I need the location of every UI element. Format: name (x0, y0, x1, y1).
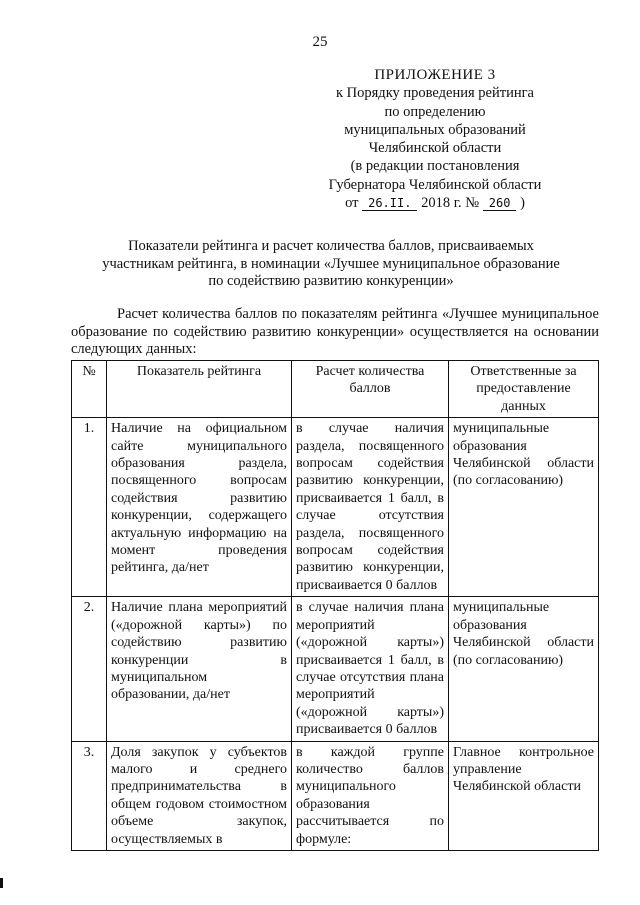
table-header-row (72, 361, 599, 418)
appendix-line: (в редакции постановления (350, 158, 520, 175)
header-indicator: Показатель рейтинга (107, 361, 292, 418)
appendix-date-line (300, 194, 570, 212)
table-row (72, 741, 599, 850)
row-indicator: Наличие плана мероприятий («дорожной карты») по содействию развитию конкуренции в муниципальном образовании, да/нет (107, 597, 292, 741)
appendix-line: к Порядку проведения рейтинга (336, 85, 534, 102)
intro-text: Расчет количества баллов по показателям рейтинга «Лучшее муниципальное образование по содействию развитию конкуренции» осуществляется на основании следующих данных: (71, 306, 599, 357)
page-number: 25 (312, 34, 328, 50)
row-number: 2. (72, 597, 107, 741)
appendix-line: по определению (384, 103, 486, 120)
row-number: 3. (72, 741, 107, 850)
row-scoring: в каждой группе количество баллов муниципального образования рассчитывается по формуле: (292, 741, 449, 850)
row-responsible: муниципальные образования Челябинской области (по согласованию) (449, 418, 599, 597)
section-heading: Показатели рейтинга и расчет количества баллов, присваиваемых участникам рейтинга, в номинации «Лучшее муниципальное образование по содействию развитию конкуренции» (102, 238, 560, 289)
header-responsible: Ответственные за предоставление данных (449, 361, 599, 418)
date-value: 26.II. (362, 196, 417, 211)
row-number: 1. (72, 418, 107, 597)
header-scoring: Расчет количества баллов (292, 361, 449, 418)
date-prefix: от (345, 195, 359, 212)
closing-paren: ) (520, 195, 525, 212)
appendix-line: Губернатора Челябинской области (328, 176, 542, 193)
date-year: 2018 г. № (421, 195, 480, 212)
row-scoring: в случае наличия раздела, посвященного вопросам содействия развитию конкуренции, присваивается 1 балл, в случае отсутствия раздела, посвященного вопросам содействия развитию конкуренции, присваивается 0 баллов (292, 418, 449, 597)
appendix-line: Челябинской области (368, 140, 502, 157)
appendix-header (300, 66, 570, 212)
table-row (72, 418, 599, 597)
row-scoring: в случае наличия плана мероприятий («дорожной карты») присваивается 1 балл, в случае отсутствия плана мероприятий («дорожной карты») присваивается 0 баллов (292, 597, 449, 741)
appendix-line: муниципальных образований (344, 121, 526, 138)
header-number: № (72, 361, 107, 418)
decree-number: 260 (483, 196, 517, 211)
row-responsible: муниципальные образования Челябинской области (по согласованию) (449, 597, 599, 741)
appendix-title: ПРИЛОЖЕНИЕ 3 (374, 67, 496, 83)
table-row (72, 597, 599, 741)
row-responsible: Главное контрольное управление Челябинской области (449, 741, 599, 850)
scan-margin-mark (0, 878, 3, 888)
intro-paragraph (71, 306, 599, 359)
row-indicator: Доля закупок у субъектов малого и среднего предпринимательства в общем годовом стоимостном объеме закупок, осуществляемых в (107, 741, 292, 850)
row-indicator: Наличие на официальном сайте муниципального образования раздела, посвященного вопросам содействия развитию конкуренции, содержащего актуальную информацию на момент проведения рейтинга, да/нет (107, 418, 292, 597)
ratings-table (71, 360, 599, 851)
